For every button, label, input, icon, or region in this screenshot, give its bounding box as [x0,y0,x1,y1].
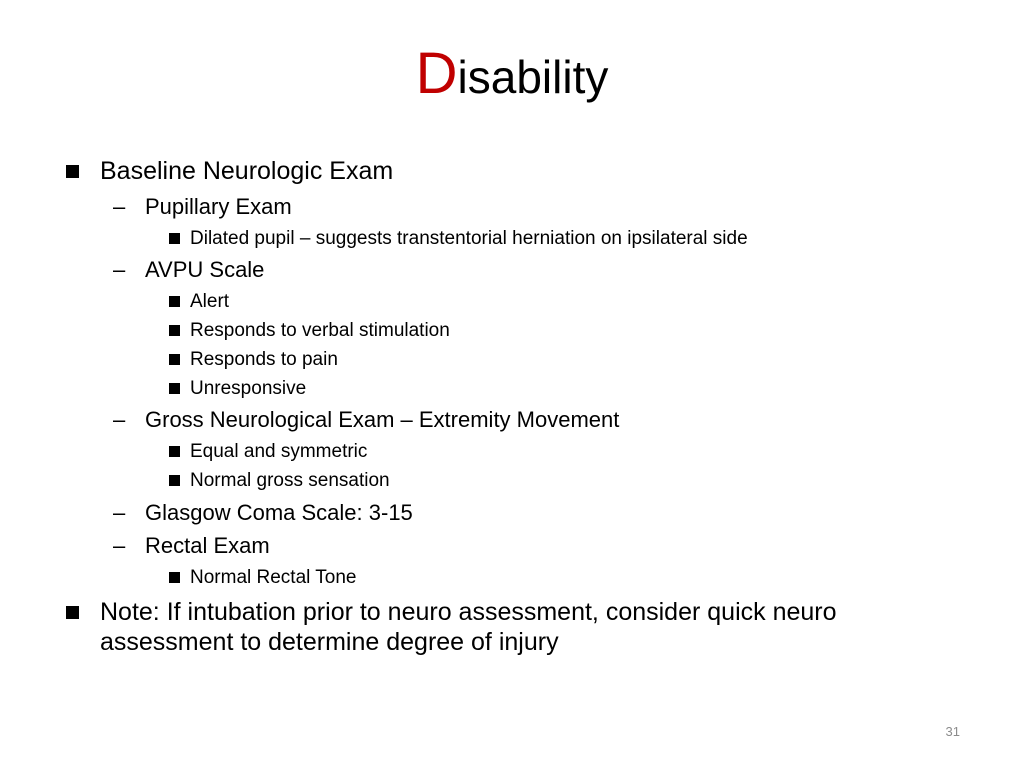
bullet-normal-gross-sensation [169,469,390,492]
bullet-text: Gross Neurological Exam – Extremity Movement [145,407,620,432]
bullet-text: Responds to pain [190,349,338,370]
bullet-text: AVPU Scale [145,257,265,282]
square-bullet-icon [66,165,79,178]
square-bullet-icon [169,446,180,457]
square-bullet-icon [169,296,180,307]
dash-bullet-icon: – [113,533,126,558]
square-bullet-icon [169,383,180,394]
bullet-alert [169,290,229,313]
square-bullet-icon [169,325,180,336]
page-number: 31 [945,724,960,739]
bullet-text: Rectal Exam [145,533,270,558]
dash-bullet-icon: – [113,194,126,219]
square-bullet-icon [169,572,180,583]
slide-title [0,41,1024,107]
bullet-text: Glasgow Coma Scale: 3-15 [145,500,413,525]
square-bullet-icon [169,475,180,486]
square-bullet-icon [169,233,180,244]
bullet-pupillary-exam [113,194,292,220]
bullet-glasgow-coma-scale [113,500,413,526]
dash-bullet-icon: – [113,257,126,282]
bullet-responds-pain [169,348,338,371]
bullet-text: Normal Rectal Tone [190,567,357,588]
bullet-baseline-neurologic-exam [66,156,393,186]
bullet-rectal-exam [113,533,270,559]
bullet-text: Normal gross sensation [190,470,390,491]
bullet-gross-neurological-exam [113,407,619,433]
bullet-avpu-scale [113,257,264,283]
dash-bullet-icon: – [113,500,126,525]
bullet-text: Equal and symmetric [190,441,368,462]
bullet-note-intubation [66,597,920,657]
bullet-equal-symmetric [169,440,367,463]
bullet-text: Baseline Neurologic Exam [100,157,394,185]
dash-bullet-icon: – [113,407,126,432]
square-bullet-icon [66,606,79,619]
bullet-text: Pupillary Exam [145,194,292,219]
square-bullet-icon [169,354,180,365]
bullet-text: Unresponsive [190,378,307,399]
bullet-unresponsive [169,377,306,400]
title-initial: D [415,41,458,106]
bullet-responds-verbal [169,319,450,342]
bullet-normal-rectal-tone [169,566,357,589]
bullet-dilated-pupil [169,227,748,250]
bullet-text: Note: If intubation prior to neuro assessment, consider quick neuro assessment to determine degree of injury [100,598,837,656]
title-rest: isability [457,51,609,103]
bullet-text: Dilated pupil – suggests transtentorial herniation on ipsilateral side [190,228,748,249]
bullet-text: Responds to verbal stimulation [190,320,450,341]
bullet-text: Alert [190,291,230,312]
